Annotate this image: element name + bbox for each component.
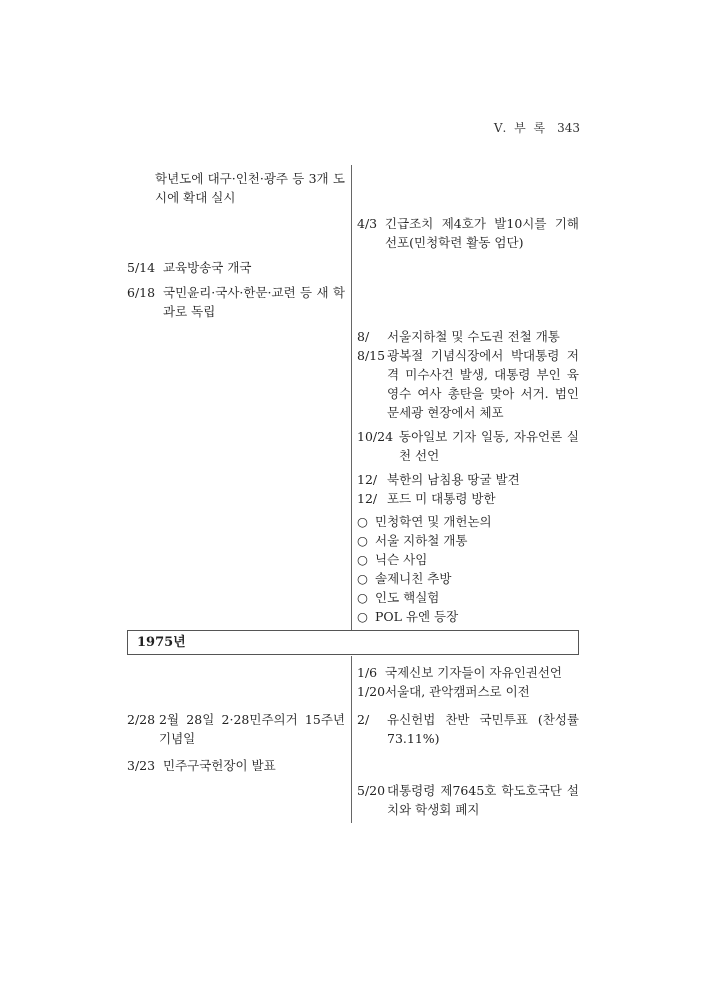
timeline-entry [357,489,579,508]
column-divider-1974 [351,165,352,630]
entry-text: 북한의 남침용 땅굴 발견 [387,472,520,487]
entry-date: 12/ [357,491,378,506]
timeline-entry [357,663,579,682]
bullet-icon: ○ [357,590,368,605]
entry-date: 2/ [357,712,370,727]
timeline-entry [127,283,345,321]
list-item: ○ 민청학연 및 개헌논의 [357,514,492,529]
timeline-entry [357,427,579,465]
entry-date: 5/20 [357,783,386,798]
bullet-icon: ○ [357,533,368,548]
entry-text: 서울대, 관악캠퍼스로 이전 [385,684,530,699]
entry-text: 2월 28일 2·28민주의거 15주년기념일 [159,712,345,746]
list-item: ○ 솔제니친 추방 [357,571,452,586]
entry-text: 서울지하철 및 수도권 전철 개통 [387,329,560,344]
list-item: ○ 인도 핵실험 [357,590,440,605]
entry-date: 4/3 [357,216,378,231]
entry-date: 8/15 [357,348,386,363]
entry-text: 국민윤리·국사·한문·교련 등 새 학과로 독립 [163,285,345,319]
entry-date: 5/14 [127,260,156,275]
year-heading-1975: 1975년 [127,630,579,655]
bullet-icon: ○ [357,571,368,586]
entry-text: 광복절 기념식장에서 박대통령 저격 미수사건 발생, 대통령 부인 육영수 여사 총탄을 맞아 서거. 범인 문세광 현장에서 체포 [387,348,579,420]
timeline-entry [127,258,345,277]
entry-date: 2/28 [127,712,156,727]
timeline-entry [357,327,579,346]
list-item: ○ POL 유엔 등장 [357,609,459,624]
timeline-entry [127,756,345,775]
entry-text: 포드 미 대통령 방한 [387,491,496,506]
entry-text: 교육방송국 개국 [163,260,252,275]
entry-date: 6/18 [127,285,156,300]
timeline-entry [357,682,579,701]
column-divider-1975 [351,656,352,823]
timeline-entry [357,781,579,819]
entry-date: 1/20 [357,684,386,699]
entry-text: 대통령령 제7645호 학도호국단 설치와 학생회 폐지 [387,783,579,817]
entry-text: 국제신보 기자들이 자유인권선언 [385,665,562,680]
world-events-list [357,512,579,626]
entry-text: 학년도에 대구·인천·광주 등 3개 도시에 확대 실시 [155,171,345,205]
entry-text: 민주구국헌장이 발표 [163,758,276,773]
timeline-entry [127,169,345,207]
entry-date: 1/6 [357,665,378,680]
timeline-entry [357,470,579,489]
timeline-entry [357,214,579,252]
entry-text: 동아일보 기자 일동, 자유언론 실천 선언 [399,429,579,463]
entry-text: 유신헌법 찬반 국민투표 (찬성률 73.11%) [387,712,579,746]
section-label: V. 부 록 [493,121,548,135]
page-number: 343 [557,121,580,135]
entry-date: 12/ [357,472,378,487]
timeline-entry [357,710,579,748]
timeline-entry [127,710,345,748]
entry-date: 10/24 [357,429,394,444]
bullet-icon: ○ [357,609,368,624]
bullet-icon: ○ [357,514,368,529]
entry-date: 3/23 [127,758,156,773]
entry-text: 긴급조치 제4호가 발10시를 기해 선포(민청학련 활동 엄단) [385,216,579,250]
list-item: ○ 닉슨 사임 [357,552,428,567]
page-header [460,119,580,138]
bullet-icon: ○ [357,552,368,567]
entry-date: 8/ [357,329,370,344]
timeline-entry [357,346,579,422]
list-item: ○ 서울 지하철 개통 [357,533,468,548]
